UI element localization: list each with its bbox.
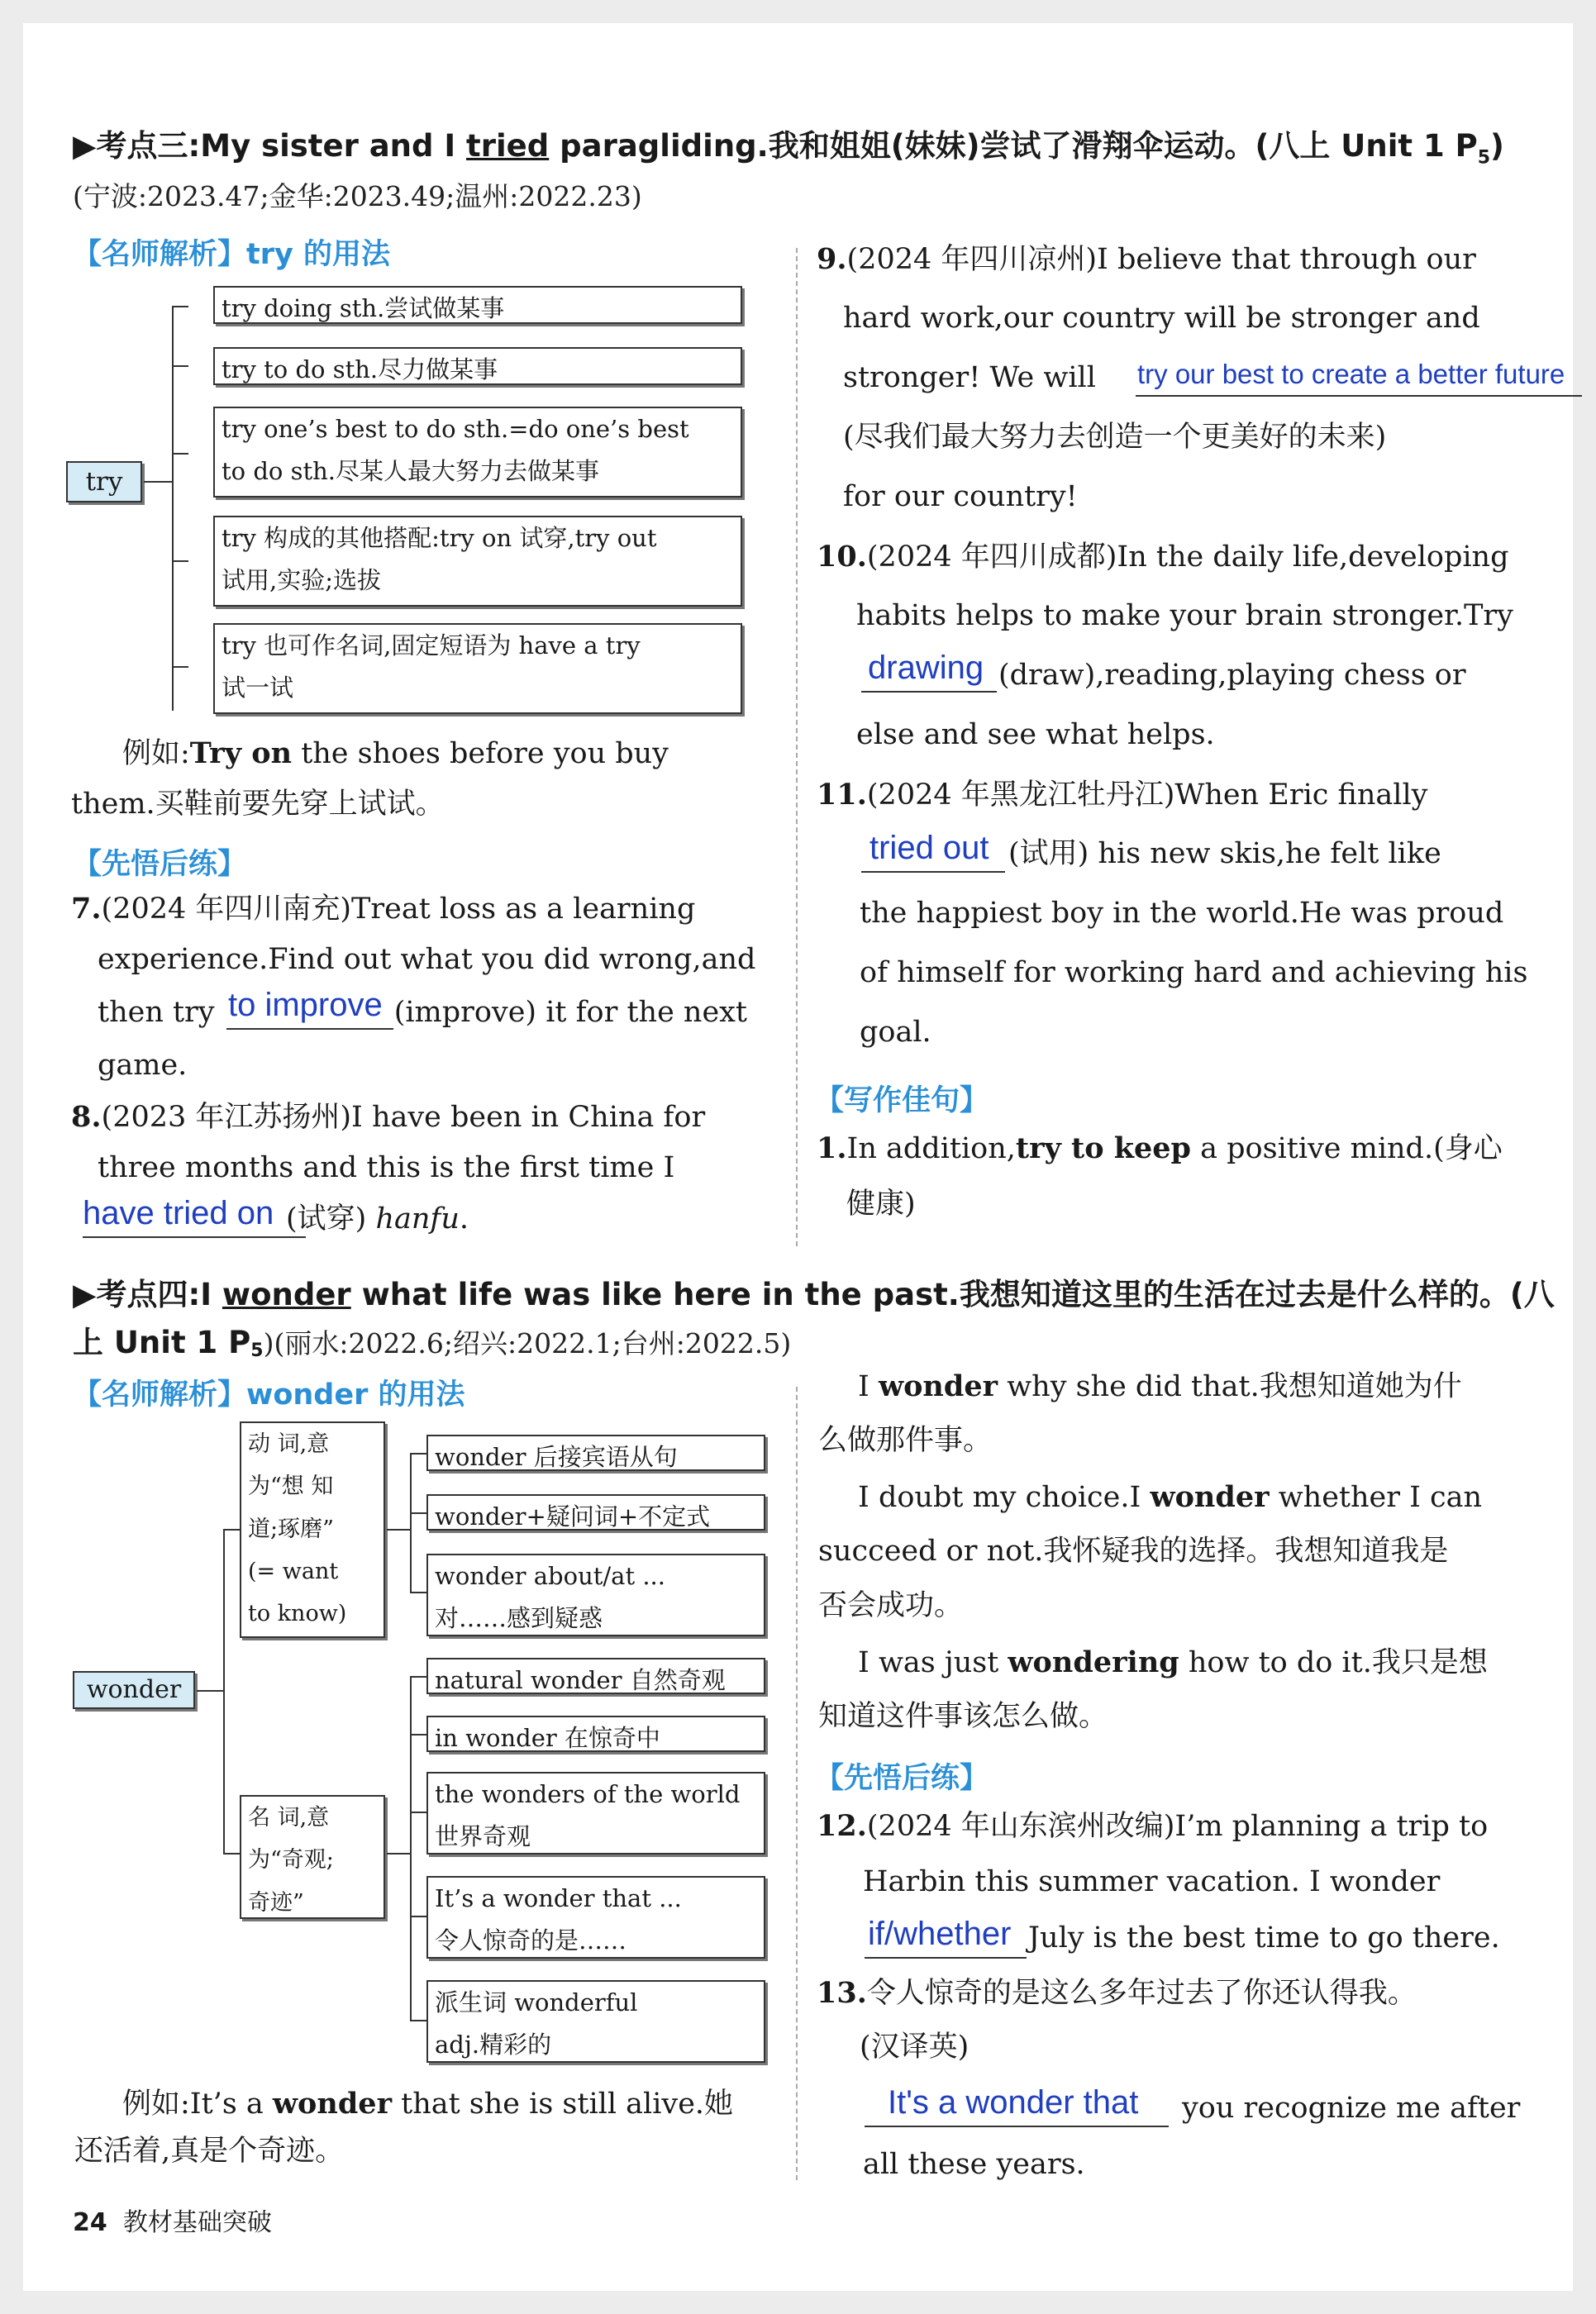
sentence-part: 知道这件事该怎么做。	[818, 1700, 1108, 1733]
try-usage-box	[213, 516, 742, 607]
question-text: (2024 年四川成都)In the daily life,developing	[866, 540, 1509, 574]
connector	[410, 1812, 426, 1813]
section4-title	[73, 1269, 1555, 1314]
section4-title-line2	[73, 1317, 791, 1362]
title-subscript: 5	[1477, 147, 1491, 169]
example-label: 例如:	[122, 737, 190, 770]
connector	[223, 1529, 240, 1531]
answer-13: It's a wonder that	[888, 2084, 1139, 2121]
usage-line: try doing sth.尝试做某事	[222, 294, 505, 322]
question-text: Harbin this summer vacation. I wonder	[863, 1865, 1441, 1898]
usage-line: to do sth.尽某人最大努力去做某事	[222, 456, 600, 485]
section3-analysis-heading	[73, 231, 390, 273]
answer-underline	[861, 691, 997, 693]
box-line: (= want	[248, 1558, 339, 1584]
usage-line: natural wonder 自然奇观	[435, 1666, 726, 1694]
example-text: It’s a	[189, 2088, 273, 2121]
example-text: the shoes before you buy	[292, 737, 669, 770]
connector	[410, 1453, 426, 1455]
sentence-part: I	[858, 1370, 879, 1403]
diagram-root-wonder: wonder	[73, 1671, 195, 1709]
answer-underline	[861, 871, 1005, 873]
question-text	[286, 1202, 469, 1236]
wonder-example-2	[858, 1480, 1483, 1514]
usage-line: wonder 后接宾语从句	[435, 1443, 678, 1471]
wonder-example-3	[858, 1645, 1488, 1679]
usage-line: try one’s best to do sth.=do one’s best	[222, 415, 689, 443]
connector	[172, 306, 188, 307]
answer-underline	[865, 1957, 1027, 1959]
usage-line: 试一试	[222, 673, 294, 702]
usage-line: It’s a wonder that ...	[435, 1884, 682, 1912]
question-text: (尽我们最大努力去创造一个更美好的未来)	[843, 421, 1387, 454]
page-number: 24	[73, 2208, 107, 2237]
question-text: (汉译英)	[860, 2031, 970, 2064]
question-9	[817, 242, 1476, 276]
question-number: 10.	[817, 540, 867, 574]
question-text: of himself for working hard and achieving his	[860, 956, 1528, 989]
question-text: game.	[98, 1049, 188, 1082]
question-text: stronger! We will	[843, 361, 1096, 394]
question-text: all these years.	[863, 2148, 1085, 2181]
wonder-noun-usage	[426, 1772, 765, 1855]
usage-line: 世界奇观	[435, 1821, 531, 1850]
example-keyword: Try on	[189, 736, 293, 770]
sentence-keyword: wonder	[1150, 1480, 1270, 1514]
usage-line: the wonders of the world	[435, 1780, 741, 1808]
question-text-part: .	[459, 1202, 469, 1236]
connector	[410, 2020, 426, 2021]
wonder-verb-usage	[426, 1435, 765, 1471]
section4-analysis-heading	[73, 1372, 465, 1413]
usage-line: wonder+疑问词+不定式	[435, 1502, 711, 1531]
box-line: 动 词,意	[248, 1431, 330, 1457]
title-keyword: wonder	[222, 1277, 351, 1312]
column-divider	[796, 248, 798, 1246]
section3-example-2: them.买鞋前要先穿上试试。	[71, 788, 445, 821]
question-text: three months and this is the first time I	[98, 1151, 675, 1184]
noun-meaning-box	[240, 1795, 385, 1919]
page-footer	[73, 2202, 272, 2238]
question-12	[817, 1809, 1489, 1843]
sentence-part: how to do it.我只是想	[1179, 1646, 1488, 1679]
usage-line: 派生词 wonderful	[435, 1988, 638, 2016]
sentence-part: I was just	[858, 1646, 1008, 1679]
question-number: 11.	[817, 778, 867, 812]
usage-line: try 构成的其他搭配:try on 试穿,try out	[222, 524, 657, 552]
question-text: habits helps to make your brain stronger.Try	[856, 599, 1513, 632]
section3-sources: (宁波:2023.47;金华:2023.49;温州:2022.23)	[73, 180, 642, 212]
answer-underline	[1136, 395, 1582, 397]
sentence-keyword: wondering	[1008, 1645, 1179, 1679]
connector	[410, 1676, 426, 1678]
connector	[172, 666, 188, 668]
section4-example	[122, 2089, 733, 2119]
connector	[197, 1690, 223, 1692]
wonder-noun-usage	[426, 1716, 765, 1752]
wonder-noun-usage	[426, 1980, 765, 2063]
sentence-part: 么做那件事。	[818, 1424, 993, 1457]
connector	[410, 1592, 426, 1593]
usage-line: try to do sth.尽力做某事	[222, 355, 498, 383]
try-usage-box	[213, 347, 742, 385]
writing-sentence-1	[817, 1131, 1503, 1165]
sentence-part: succeed or not.我怀疑我的选择。我想知道我是	[818, 1535, 1449, 1568]
column-divider	[796, 1387, 798, 2180]
question-text: (2023 年江苏扬州)I have been in China for	[101, 1101, 706, 1134]
question-11	[817, 780, 1427, 810]
question-number: 9.	[817, 242, 847, 276]
workbook-page	[23, 23, 1573, 2291]
connector	[223, 1853, 240, 1855]
example-keyword: wonder	[272, 2087, 393, 2121]
question-number: 12.	[817, 1809, 867, 1843]
analysis-topic: try 的用法	[246, 238, 391, 271]
connector	[172, 365, 188, 367]
book-title: 教材基础突破	[122, 2208, 272, 2237]
question-number: 13.	[817, 1976, 867, 2010]
question-number: 7.	[71, 892, 102, 926]
try-usage-box	[213, 623, 742, 714]
box-line: 道;琢磨”	[248, 1516, 334, 1542]
section3-title	[73, 121, 1504, 168]
sentence-part: why she did that.我想知道她为什	[998, 1370, 1462, 1403]
sentence-part: 健康)	[846, 1188, 916, 1221]
answer-7: to improve	[228, 987, 383, 1023]
try-usage-box	[213, 286, 742, 324]
writing-heading: 【写作佳句】	[815, 1084, 989, 1117]
answer-underline	[226, 1028, 393, 1030]
sentence-keyword: wonder	[878, 1369, 998, 1403]
question-text: else and see what helps.	[856, 718, 1215, 751]
answer-9: try our best to create a better future	[1137, 359, 1565, 389]
example-text: that she is still alive.她	[392, 2088, 734, 2121]
box-line: to know)	[248, 1601, 347, 1627]
analysis-tag: 【名师解析】	[73, 238, 247, 271]
question-13	[817, 1978, 1417, 2008]
box-line: 名 词,意	[248, 1805, 330, 1831]
title-keyword: tried	[466, 128, 550, 164]
wonder-verb-usage	[426, 1554, 765, 1636]
question-text: (2024 年四川凉州)I believe that through our	[846, 243, 1476, 276]
connector	[410, 1734, 426, 1736]
usage-line: 试用,实验;选拔	[222, 565, 381, 594]
title-end: )	[1490, 128, 1504, 164]
question-text-part: then try	[98, 996, 224, 1029]
question-text: 令人惊奇的是这么多年过去了你还认得我。	[866, 1977, 1417, 2010]
question-text: the happiest boy in the world.He was proud	[860, 897, 1504, 930]
connector	[144, 481, 172, 483]
sentence-keyword: try to keep	[1015, 1131, 1192, 1165]
connector	[410, 1916, 426, 1917]
question-number: 8.	[71, 1100, 102, 1134]
usage-line: try 也可作名词,固定短语为 have a try	[222, 631, 641, 659]
connector	[172, 560, 188, 562]
usage-line: adj.精彩的	[435, 2030, 552, 2059]
title-text: ▶考点四:I	[73, 1277, 222, 1312]
question-text-part: (试穿)	[286, 1202, 376, 1236]
question-text: July is the best time to go there.	[1028, 1921, 1500, 1955]
wonder-noun-usage	[426, 1658, 765, 1694]
title-subscript: 5	[250, 1340, 264, 1362]
connector	[172, 453, 188, 455]
box-line: 为“奇观;	[248, 1847, 334, 1874]
usage-line: in wonder 在惊奇中	[435, 1724, 660, 1752]
question-8	[71, 1102, 705, 1132]
try-usage-box	[213, 407, 742, 498]
usage-line: 对……感到疑惑	[435, 1603, 603, 1632]
question-number: 1.	[817, 1131, 847, 1165]
question-text: (2024 年黑龙江牡丹江)When Eric finally	[866, 778, 1428, 812]
analysis-tag: 【名师解析】	[73, 1378, 247, 1412]
question-text: (2024 年山东滨州改编)I’m planning a trip to	[866, 1810, 1489, 1843]
answer-10: drawing	[868, 650, 984, 686]
connector	[387, 1853, 410, 1855]
question-text	[98, 998, 747, 1027]
question-text: you recognize me after	[1182, 2092, 1521, 2125]
sentence-part: whether I can	[1269, 1481, 1483, 1514]
example-label: 例如:	[122, 2088, 190, 2121]
box-line: 奇迹”	[248, 1889, 304, 1916]
title-text-2: paragliding.我和姐姐(妹妹)尝试了滑翔伞运动。(八上 Unit 1 P	[549, 128, 1478, 164]
connector	[410, 1512, 426, 1514]
wonder-example-1	[858, 1369, 1462, 1403]
question-text: experience.Find out what you did wrong,and	[98, 943, 756, 976]
answer-8: have tried on	[83, 1195, 274, 1231]
sentence-part: a positive mind.(身心	[1191, 1132, 1503, 1165]
analysis-topic: wonder 的用法	[246, 1378, 465, 1412]
question-text-part: (improve) it for the next	[393, 996, 747, 1029]
sentence-part: In addition,	[846, 1132, 1016, 1165]
answer-underline	[865, 2126, 1169, 2127]
answer-11: tried out	[869, 830, 989, 866]
section4-practice-heading: 【先悟后练】	[815, 1762, 989, 1795]
title-text-2: what life was like here in the past.我想知道这里的生活在过去是什么样的。(八	[350, 1277, 1555, 1312]
usage-line: 令人惊奇的是……	[435, 1926, 627, 1955]
question-text: (draw),reading,playing chess or	[998, 659, 1466, 692]
question-text: goal.	[860, 1016, 931, 1049]
verb-meaning-box	[240, 1421, 385, 1638]
question-text: (试用) his new skis,he felt like	[1008, 837, 1441, 870]
sentence-part: I doubt my choice.I	[858, 1481, 1151, 1514]
title-text: ▶考点三:My sister and I	[73, 128, 467, 164]
question-text: (2024 年四川南充)Treat loss as a learning	[101, 893, 696, 926]
example-text: 还活着,真是个奇迹。	[74, 2135, 345, 2168]
italic-word: hanfu	[375, 1202, 460, 1236]
usage-line: wonder about/at ...	[435, 1562, 665, 1590]
sentence-part: 否会成功。	[818, 1589, 964, 1622]
title-text: 上 Unit 1 P	[73, 1325, 251, 1360]
section3-example	[122, 736, 669, 770]
wonder-noun-usage	[426, 1876, 765, 1959]
answer-12: if/whether	[868, 1916, 1012, 1952]
section4-sources: )(丽水:2022.6;绍兴:2022.1;台州:2022.5)	[263, 1327, 792, 1359]
connector	[387, 1529, 410, 1531]
section3-practice-heading: 【先悟后练】	[73, 848, 247, 881]
connector	[223, 1529, 225, 1855]
question-text: hard work,our country will be stronger and	[843, 302, 1480, 335]
question-7	[71, 894, 695, 924]
connector	[410, 1676, 412, 2021]
question-10	[817, 542, 1509, 572]
answer-underline	[83, 1236, 306, 1238]
connector	[410, 1453, 412, 1593]
question-text: for our country!	[843, 480, 1078, 513]
box-line: 为“想 知	[248, 1474, 334, 1500]
diagram-root-try: try	[66, 461, 142, 502]
wonder-verb-usage	[426, 1494, 765, 1531]
